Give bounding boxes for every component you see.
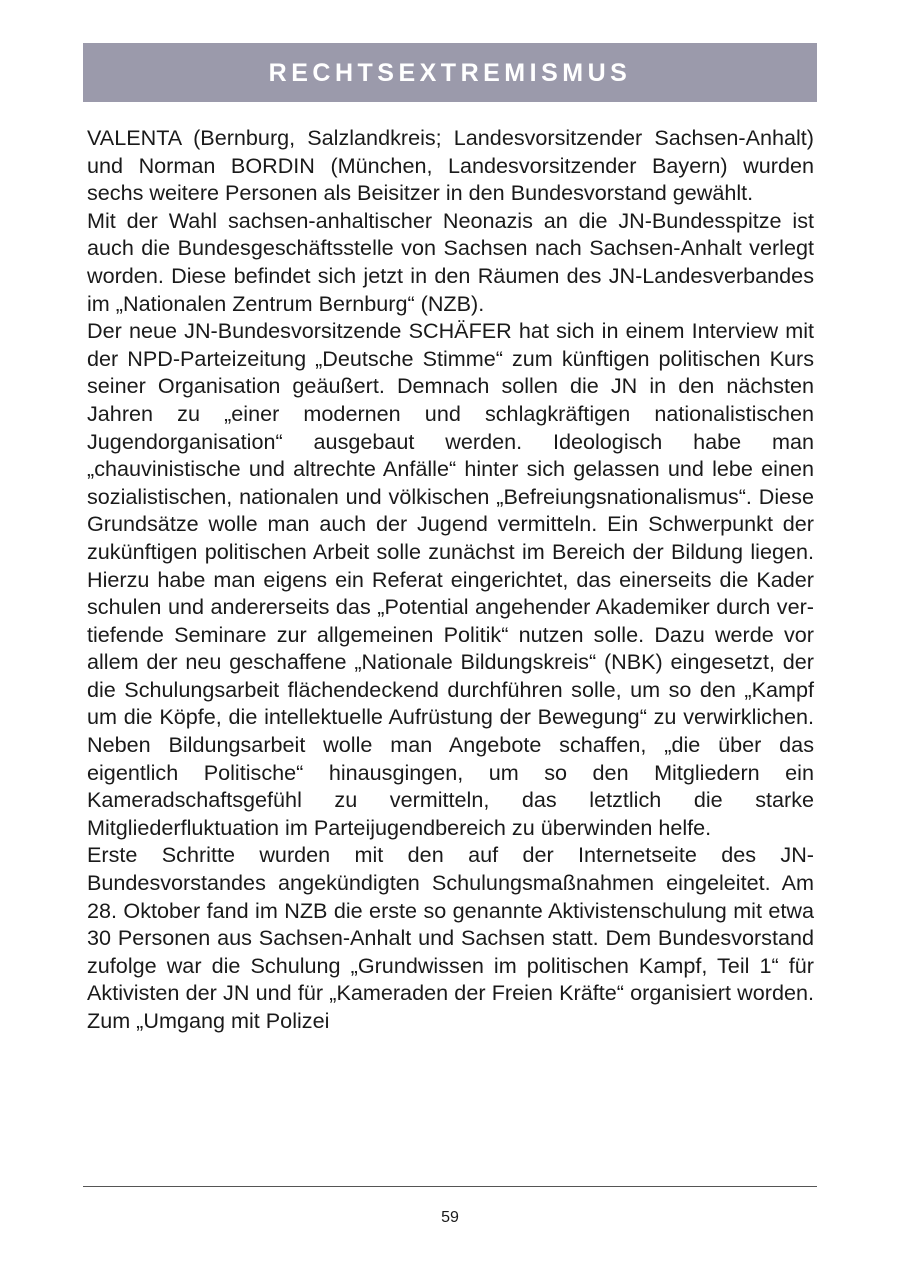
paragraph: Der neue JN-Bundesvorsitzende SCHÄFER hat sich in einem Interview mit der NPD-Parteizeitung „Deutsche Stimme“ zum künftigen politischen Kurs seiner Organisation geäußert. Demnach sollen die JN in den nächsten Jahren zu „einer modernen und schlagkräftigen nationalistischen Jugendorganisation“ ausgebaut werden. Ideologisch habe man „chauvinistische und altrechte Anfälle“ hinter sich gelassen und lebe einen sozialistischen, nationalen und völkischen „Befreiungsnationalismus“. Diese Grundsätze wolle man auch der Jugend vermitteln. Ein Schwerpunkt der zukünftigen politischen Arbeit solle zunächst im Bereich der Bildung liegen. Hierzu habe man eigens ein Referat eingerichtet, das einerseits die Kader schulen und andererseits das „Potential angehender Akademiker durch vertiefende Seminare zur allgemeinen Politik“ nutzen solle. Dazu werde vor allem der neu geschaffene „Nationale Bildungskreis“ (NBK) eingesetzt, der die Schulungsarbeit flächendeckend durchführen solle, um so den „Kampf um die Köpfe, die intellektuelle Aufrüstung der Bewegung“ zu verwirklichen. Neben Bildungsarbeit wolle man Angebote schaffen, „die über das eigentlich Politische“ hinausgingen, um so den Mitgliedern ein Kameradschaftsgefühl zu vermitteln, das letztlich die starke Mitgliederfluktuation im Parteijugendbereich zu überwinden helfe. (87, 318, 814, 840)
body-text (87, 124, 814, 1035)
footer-divider (83, 1186, 817, 1187)
page-number: 59 (441, 1209, 459, 1226)
section-title: RECHTSEXTREMISMUS (268, 59, 632, 87)
paragraph: Mit der Wahl sachsen-anhaltischer Neonazis an die JN-Bundesspitze ist auch die Bundesgeschäftsstelle von Sachsen nach Sachsen-Anhalt verlegt worden. Diese befindet sich jetzt in den Räumen des JN-Landesverbandes im „Nationalen Zentrum Bernburg“ (NZB). (87, 207, 814, 316)
section-header-bar (83, 43, 817, 102)
paragraph: Erste Schritte wurden mit den auf der Internetseite des JN-Bundesvorstandes angekündigten Schulungsmaßnahmen eingeleitet. Am 28. Oktober fand im NZB die erste so genannte Aktivistenschulung mit etwa 30 Personen aus Sachsen-Anhalt und Sachsen statt. Dem Bundesvorstand zufolge war die Schulung „Grundwissen im politischen Kampf, Teil 1“ für Aktivisten der JN und für „Kameraden der Freien Kräfte“ organisiert worden. Zum „Umgang mit Polizei (87, 842, 814, 1033)
paragraph: VALENTA (Bernburg, Salzlandkreis; Landesvorsitzender Sachsen-Anhalt) und Norman BORDIN (München, Landesvorsitzender Bayern) wurden sechs weitere Personen als Beisitzer in den Bundesvorstand gewählt. (87, 125, 814, 206)
